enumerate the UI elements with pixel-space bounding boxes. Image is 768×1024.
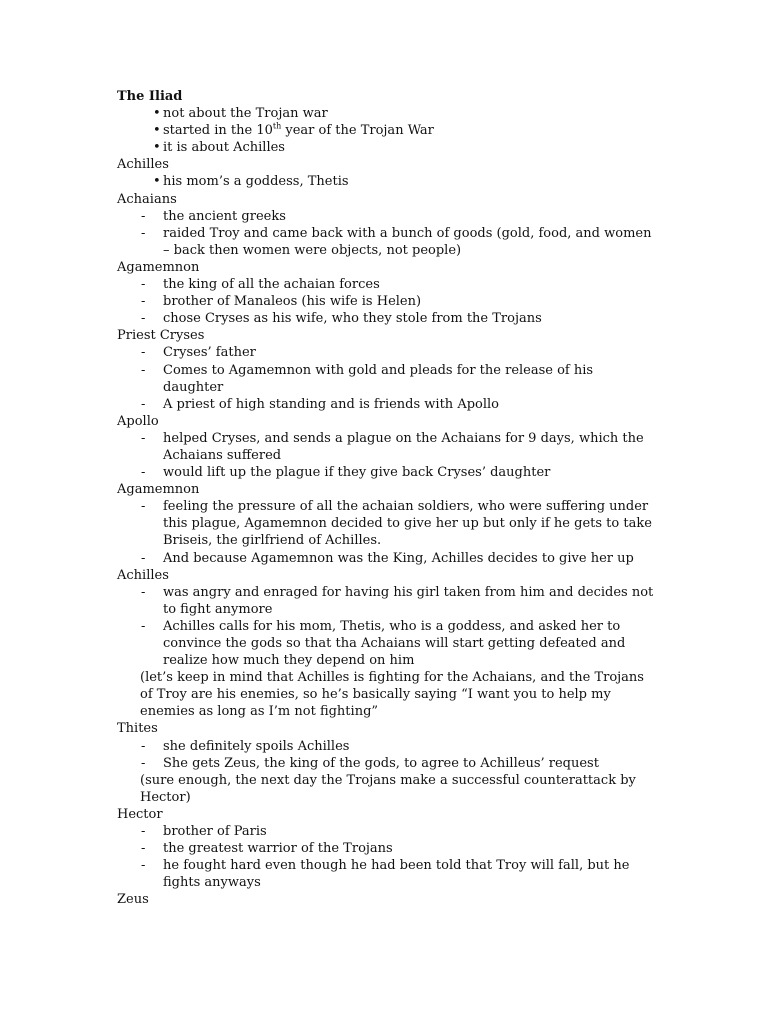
aside-note: Hector)	[140, 789, 191, 805]
section-heading: Achilles	[117, 157, 169, 173]
dash-item: - the king of all the achaian forces	[141, 277, 380, 293]
dash-item: - feeling the pressure of all the achaian soldiers, who were suffering under	[141, 499, 649, 515]
section-heading: Hector	[117, 806, 163, 822]
item-continuation: fights anyways	[163, 875, 261, 891]
section-heading: Zeus	[117, 892, 149, 908]
dash-item: - would lift up the plague if they give back Cryses’ daughter	[141, 465, 551, 481]
section-heading: Agamemnon	[117, 259, 200, 275]
dash-item: - A priest of high standing and is friends with Apollo	[141, 396, 499, 412]
item-continuation: realize how much they depend on him	[163, 653, 415, 669]
item-continuation: to fight anymore	[163, 601, 273, 617]
dash-item: - was angry and enraged for having his girl taken from him and decides not	[141, 584, 654, 600]
aside-note: (let’s keep in mind that Achilles is fighting for the Achaians, and the Trojans	[140, 670, 644, 686]
dash-item: - he fought hard even though he had been told that Troy will fall, but he	[141, 858, 630, 874]
notes-body	[117, 88, 677, 909]
section-heading: Achaians	[117, 191, 177, 207]
dash-item: - raided Troy and came back with a bunch of goods (gold, food, and women	[141, 225, 652, 241]
dash-item: - the greatest warrior of the Trojans	[141, 841, 393, 857]
aside-note: of Troy are his enemies, so he’s basically saying “I want you to help my	[140, 687, 611, 703]
dash-item: - the ancient greeks	[141, 208, 286, 224]
section-heading: Achilles	[117, 567, 169, 583]
section-heading: Apollo	[117, 413, 159, 429]
dash-item: - Comes to Agamemnon with gold and pleads for the release of his	[141, 362, 594, 378]
section-heading: Priest Cryses	[117, 328, 205, 344]
dash-item: - she definitely spoils Achilles	[141, 738, 350, 754]
dash-item: - Cryses’ father	[141, 345, 256, 361]
section-heading: Thites	[117, 721, 158, 737]
item-continuation: Achaians suffered	[163, 447, 282, 463]
item-continuation: – back then women were objects, not people)	[163, 242, 462, 258]
item-continuation: daughter	[163, 379, 224, 395]
dash-item: - Achilles calls for his mom, Thetis, who is a goddess, and asked her to	[141, 618, 621, 634]
dash-item: - And because Agamemnon was the King, Achilles decides to give her up	[141, 550, 634, 566]
dash-item: - She gets Zeus, the king of the gods, to agree to Achilleus’ request	[141, 755, 599, 771]
bullet-item: • not about the Trojan war	[153, 106, 328, 122]
dash-item: - helped Cryses, and sends a plague on the Achaians for 9 days, which the	[141, 430, 644, 446]
dash-item: - brother of Paris	[141, 824, 267, 840]
bullet-item: • it is about Achilles	[153, 140, 285, 156]
aside-note: enemies as long as I’m not fighting”	[140, 704, 379, 720]
bullet-item: • started in the 10th year of the Trojan War	[153, 121, 434, 139]
aside-note: (sure enough, the next day the Trojans make a successful counterattack by	[140, 772, 636, 788]
item-continuation: Briseis, the girlfriend of Achilles.	[163, 533, 382, 549]
dash-item: - brother of Manaleos (his wife is Helen)	[141, 294, 422, 310]
bullet-item: • his mom’s a goddess, Thetis	[153, 174, 349, 190]
item-continuation: convince the gods so that tha Achaians will start getting defeated and	[163, 636, 626, 651]
page-title: The Iliad	[117, 89, 183, 104]
dash-item: - chose Cryses as his wife, who they stole from the Trojans	[141, 311, 542, 327]
section-heading: Agamemnon	[117, 482, 200, 498]
item-continuation: this plague, Agamemnon decided to give her up but only if he gets to take	[163, 516, 652, 532]
